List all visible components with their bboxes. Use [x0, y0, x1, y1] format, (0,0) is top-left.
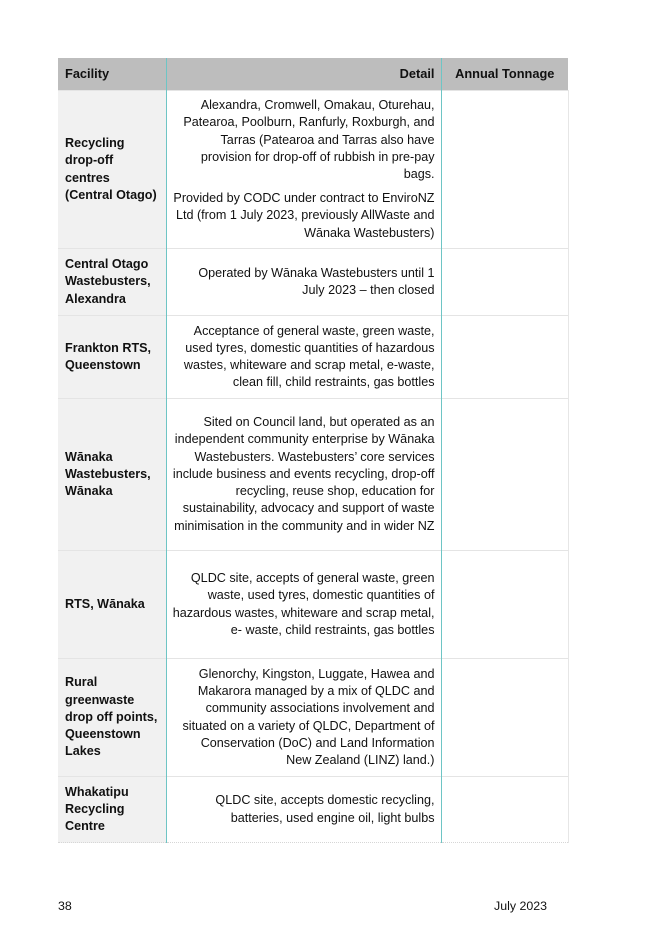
table-body — [58, 91, 568, 843]
table-row — [58, 316, 568, 399]
detail-paragraph: Operated by Wānaka Wastebusters until 1 July 2023 – then closed — [198, 265, 435, 297]
detail-paragraph: Sited on Council land, but operated as an independent community enterprise by Wānaka Wastebusters. Wastebusters’ core services include business and events recycling, drop-off recycling, reuse shop, education for sustainability, advocacy and support of waste minimisation in the community and in wider NZ — [172, 415, 435, 533]
facility-cell: Wānaka Wastebusters, Wānaka — [58, 399, 166, 551]
facility-cell: RTS, Wānaka — [58, 551, 166, 659]
table-row — [58, 249, 568, 316]
table-row — [58, 91, 568, 249]
tonnage-cell — [441, 316, 568, 399]
table-row — [58, 551, 568, 659]
table-row — [58, 777, 568, 843]
detail-paragraph: Acceptance of general waste, green waste, used tyres, domestic quantities of hazardous wastes, whiteware and scrap metal, e-waste, clean fill, child restraints, gas bottles — [183, 323, 435, 390]
tonnage-cell — [441, 551, 568, 659]
tonnage-cell — [441, 399, 568, 551]
page-number: 38 — [58, 899, 72, 913]
detail-cell — [166, 316, 441, 399]
facilities-table-container — [58, 58, 568, 843]
facility-cell: Central Otago Wastebusters, Alexandra — [58, 249, 166, 316]
tonnage-cell — [441, 777, 568, 843]
detail-paragraph: Glenorchy, Kingston, Luggate, Hawea and Makarora managed by a mix of QLDC and community associations involvement and situated on a variety of QLDC, Department of Conservation (DoC) and Land Information New Zealand (LINZ) land.) — [182, 666, 435, 767]
header-row — [58, 58, 568, 91]
table-header — [58, 58, 568, 91]
table-row — [58, 399, 568, 551]
facilities-table — [58, 58, 569, 843]
header-annual-tonnage: Annual Tonnage — [441, 58, 568, 91]
detail-cell — [166, 551, 441, 659]
detail-cell — [166, 777, 441, 843]
facility-cell: Recycling drop-off centres (Central Otago) — [58, 91, 166, 249]
detail-cell — [166, 659, 441, 777]
detail-paragraph: QLDC site, accepts of general waste, green waste, used tyres, domestic quantities of hazardous wastes, whiteware and scrap metal, e- waste, child restraints, gas bottles — [172, 571, 435, 637]
table-row — [58, 659, 568, 777]
tonnage-cell — [441, 91, 568, 249]
header-detail: Detail — [166, 58, 441, 91]
tonnage-cell — [441, 659, 568, 777]
facility-cell: Whakatipu Recycling Centre — [58, 777, 166, 843]
header-facility: Facility — [58, 58, 166, 91]
tonnage-cell — [441, 249, 568, 316]
detail-cell — [166, 399, 441, 551]
footer-date: July 2023 — [494, 899, 548, 913]
detail-cell — [166, 249, 441, 316]
facility-cell: Rural greenwaste drop off points, Queenstown Lakes — [58, 659, 166, 777]
detail-paragraph: Provided by CODC under contract to EnviroNZ Ltd (from 1 July 2023, previously AllWaste and Wānaka Wastebusters) — [173, 191, 435, 240]
detail-paragraph: Alexandra, Cromwell, Omakau, Oturehau, Patearoa, Poolburn, Ranfurly, Roxburgh, and Tarras (Patearoa and Tarras also have provision for drop-off of rubbish in pre-pay bags. — [183, 98, 435, 181]
facility-cell: Frankton RTS, Queenstown — [58, 316, 166, 399]
detail-cell — [166, 91, 441, 249]
detail-paragraph: QLDC site, accepts domestic recycling, batteries, used engine oil, light bulbs — [215, 793, 435, 825]
